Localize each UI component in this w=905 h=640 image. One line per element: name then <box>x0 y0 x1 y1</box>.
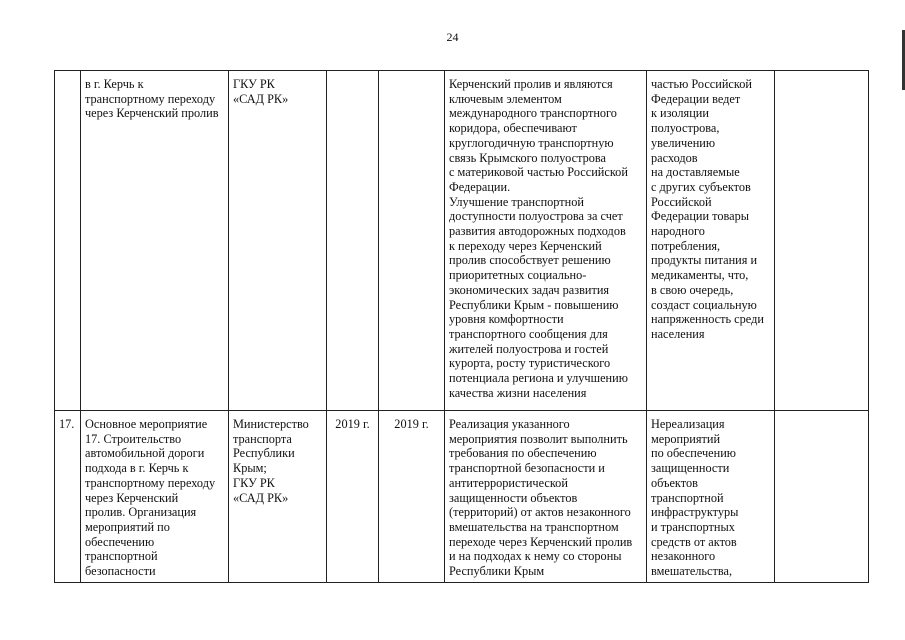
consequence-cell <box>647 71 775 411</box>
page-number: 24 <box>446 30 459 44</box>
table-row <box>55 411 869 583</box>
end-year-cell <box>379 71 445 411</box>
activity-text: в г. Керчь к транспортному переходу через Керченский пролив <box>85 77 219 121</box>
executor-text: ГКУ РК «САД РК» <box>233 77 289 106</box>
row-number-cell <box>55 411 81 583</box>
extra-cell <box>775 71 869 411</box>
result-text: Керченский пролив и являются ключевым элементом международного транспортного коридора, обеспечивают круглогодичную транспортную связь Крымского полуострова с материковой частью Российской Федерации. Улучшение транспортной доступности полуострова за счет развития автодорожных подходов к переходу через Керченский пролив способствует решению приоритетных социально- экономических задач развития Республики Крым - повышению уровня комфортности транспортного сообщения для жителей полуострова и гостей курорта, росту туристического потенциала региона и улучшению качества жизни населения <box>449 77 628 400</box>
activity-cell <box>81 71 229 411</box>
row-number: 17. <box>59 417 75 431</box>
extra-cell <box>775 411 869 583</box>
executor-cell <box>229 71 327 411</box>
result-text: Реализация указанного мероприятия позволит выполнить требования по обеспечению транспортной безопасности и антитеррористической защищенности объектов (территорий) от актов незаконного вмешательства на транспортном переходе через Керченский пролив и на подходах к нему со стороны Республики Крым <box>449 417 633 579</box>
consequence-text: частью Российской Федерации ведет к изоляции полуострова, увеличению расходов на доставляемые с других субъектов Российской Федерации товары народного потребления, продукты питания и медикаменты, что, в свою очередь, создаст социальную напряженность среди населения <box>651 77 764 341</box>
executor-cell <box>229 411 327 583</box>
table-row <box>55 71 869 411</box>
row-number-cell <box>55 71 81 411</box>
start-year-cell <box>327 411 379 583</box>
consequence-text: Нереализация мероприятий по обеспечению защищенности объектов транспортной инфраструктуры и транспортных средств от актов незаконного вмешательства, <box>651 417 739 579</box>
start-year-cell <box>327 71 379 411</box>
result-cell <box>445 411 647 583</box>
program-activities-table <box>54 70 869 583</box>
end-year-cell <box>379 411 445 583</box>
activity-text: Основное мероприятие 17. Строительство автомобильной дороги подхода в г. Керчь к транспортному переходу через Керченский пролив. Организация мероприятий по обеспечению транспортной безопасности <box>85 417 216 579</box>
activity-cell <box>81 411 229 583</box>
consequence-cell <box>647 411 775 583</box>
start-year: 2019 г. <box>335 417 370 431</box>
executor-text: Министерство транспорта Республики Крым; ГКУ РК «САД РК» <box>233 417 309 505</box>
result-cell <box>445 71 647 411</box>
end-year: 2019 г. <box>394 417 429 431</box>
